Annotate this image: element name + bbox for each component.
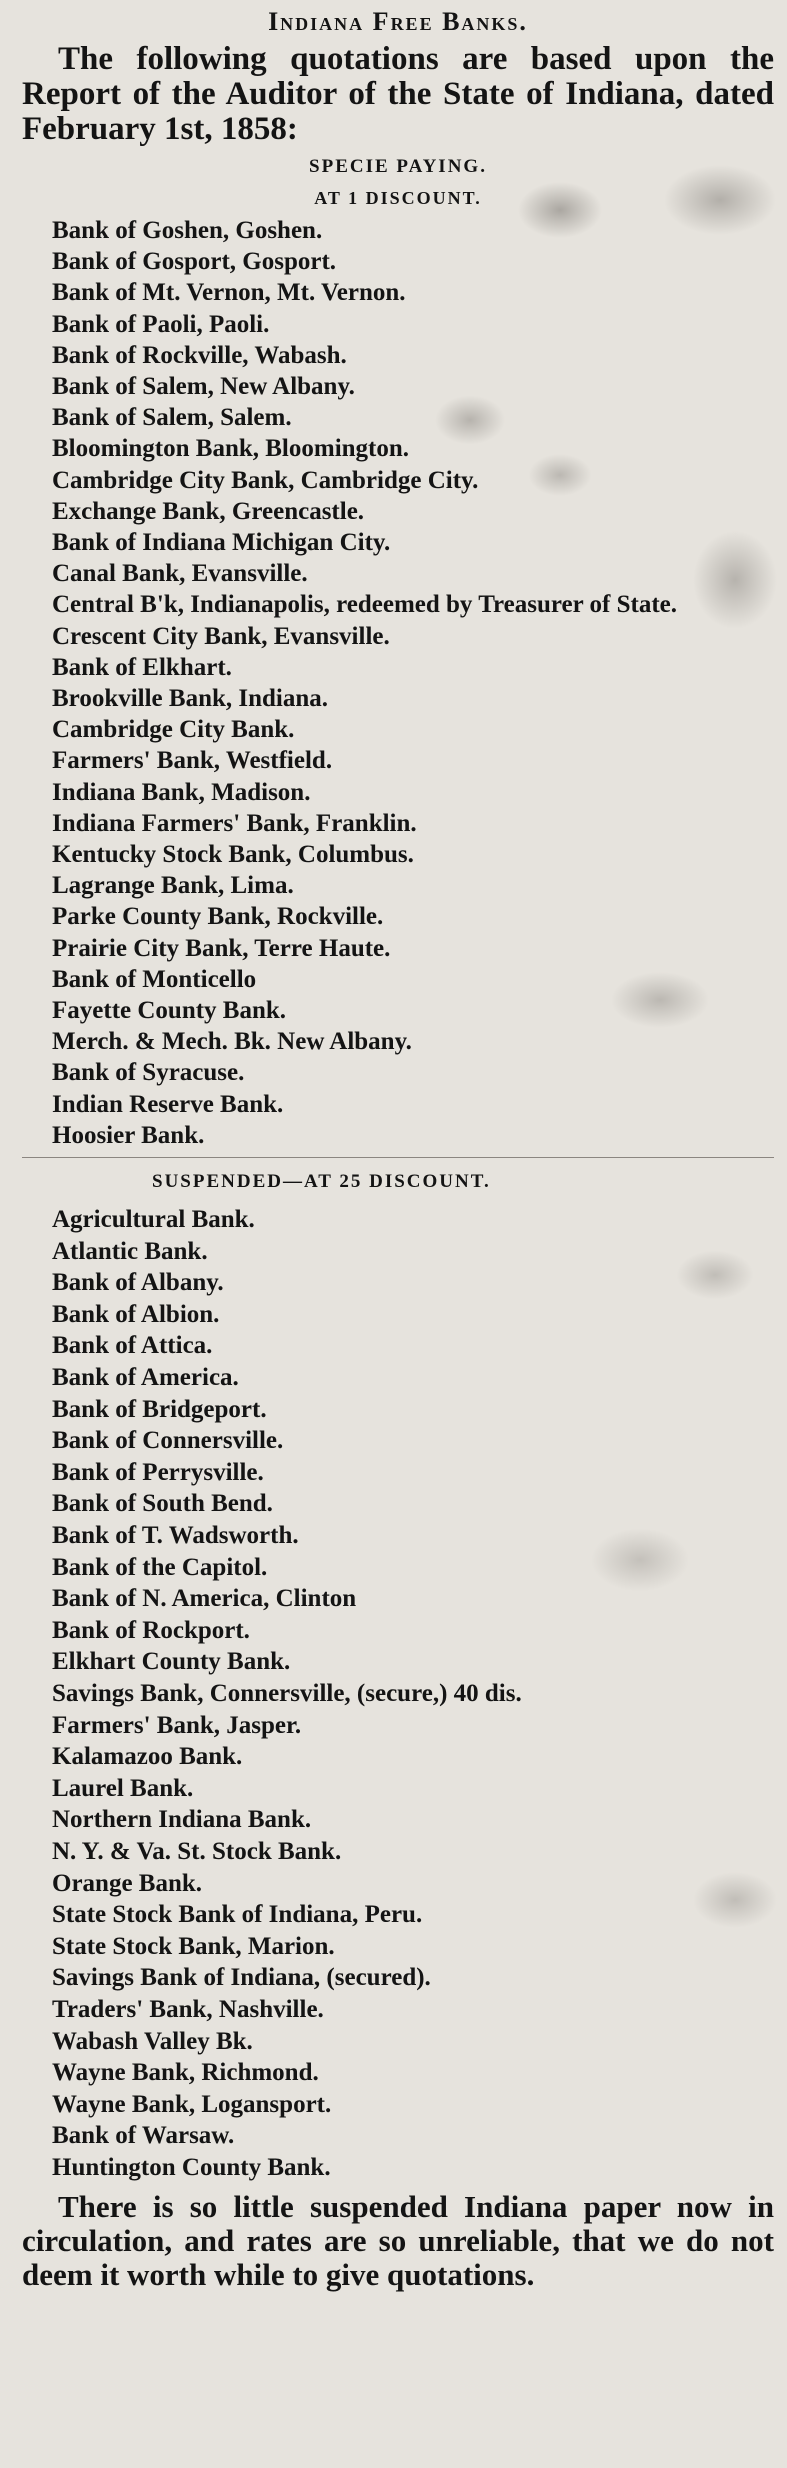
bank-list-item: Indiana Farmers' Bank, Franklin. [52,809,417,837]
bank-list-item: Indian Reserve Bank. [52,1090,284,1118]
bank-list-item: Crescent City Bank, Evansville. [52,622,390,650]
bank-list-item: Bank of Syracuse. [52,1059,245,1087]
closing-paragraph: There is so little suspended Indiana paper now in circulation, and rates are so unreliable, that we do not deem it worth while to give quotations. [22,2188,774,2292]
bank-list-item: Indiana Bank, Madison. [52,778,311,806]
bank-list-item: Kalamazoo Bank. [52,1743,243,1771]
bank-list-item: Bank of Albany. [52,1269,224,1297]
bank-list-item: Huntington County Bank. [52,2153,331,2181]
bank-list-item: Wayne Bank, Logansport. [52,2090,332,2118]
bank-list-item: Prairie City Bank, Terre Haute. [52,934,391,962]
suspended-bank-list [22,1204,774,2183]
bank-list-item: Exchange Bank, Greencastle. [52,497,365,525]
bank-list-item: Cambridge City Bank. [52,716,295,744]
bank-list-item: Parke County Bank, Rockville. [52,903,384,931]
bank-list-item: Bank of Rockport. [52,1616,250,1644]
bank-list-item: Bank of America. [52,1364,239,1392]
bank-list-item: Farmers' Bank, Westfield. [52,747,333,775]
bank-list-item: Bank of Albion. [52,1300,220,1328]
bank-list-item: Northern Indiana Bank. [52,1806,312,1834]
bank-list-item: Atlantic Bank. [52,1237,208,1265]
article-column [22,6,774,2292]
bank-list-item: Bank of T. Wadsworth. [52,1522,299,1550]
bank-list-item: Laurel Bank. [52,1774,194,1802]
bank-list-item: Bank of Indiana Michigan City. [52,529,391,557]
bank-list-item: Brookville Bank, Indiana. [52,685,329,713]
bank-list-item: Merch. & Mech. Bk. New Albany. [52,1028,412,1056]
specie-bank-list [22,215,774,1151]
bank-list-item: Bank of Paoli, Paoli. [52,310,270,338]
bank-list-item: Bank of Bridgeport. [52,1395,267,1423]
bank-list-item: Bank of Mt. Vernon, Mt. Vernon. [52,279,406,307]
bank-list-item: Bank of Perrysville. [52,1458,264,1486]
article-intro: The following quotations are based upon the Report of the Auditor of the State of Indiana, dated February 1st, 1858: [22,41,774,147]
section-divider [22,1157,774,1158]
bank-list-item: Bank of Attica. [52,1332,213,1360]
bank-list-item: Savings Bank of Indiana, (secured). [52,1964,431,1992]
bank-list-item: Hoosier Bank. [52,1121,205,1149]
bank-list-item: State Stock Bank, Marion. [52,1932,335,1960]
bank-list-item: Bank of South Bend. [52,1490,273,1518]
bank-list-item: Lagrange Bank, Lima. [52,872,294,900]
bank-list-item: Savings Bank, Connersville, (secure,) 40 dis. [52,1680,522,1707]
bank-list-item: Central B'k, Indianapolis, redeemed by Treasurer of State. [52,591,678,619]
bank-list-item: Bank of Elkhart. [52,653,232,681]
bank-list-item: Orange Bank. [52,1869,203,1897]
bank-list-item: Bank of Monticello [52,965,257,993]
bank-list-item: Bloomington Bank, Bloomington. [52,435,410,463]
bank-list-item: Elkhart County Bank. [52,1648,291,1676]
specie-discount-subheading: AT 1 DISCOUNT. [314,188,482,208]
bank-list-item: Canal Bank, Evansville. [52,560,308,588]
bank-list-item: Farmers' Bank, Jasper. [52,1711,302,1739]
bank-list-item: Wabash Valley Bk. [52,2027,253,2055]
bank-list-item: Bank of Salem, New Albany. [52,373,355,401]
bank-list-item: Bank of Salem, Salem. [52,404,292,432]
bank-list-item: Bank of Rockville, Wabash. [52,341,347,369]
bank-list-item: Fayette County Bank. [52,997,287,1025]
bank-list-item: Bank of Goshen, Goshen. [52,217,323,244]
suspended-heading: SUSPENDED—AT 25 DISCOUNT. [152,1171,491,1193]
bank-list-item: Traders' Bank, Nashville. [52,1995,324,2023]
bank-list-item: Bank of N. America, Clinton [52,1585,357,1613]
bank-list-item: Cambridge City Bank, Cambridge City. [52,466,479,494]
bank-list-item: Bank of Connersville. [52,1427,284,1455]
bank-list-item: Agricultural Bank. [52,1206,255,1234]
bank-list-item: Wayne Bank, Richmond. [52,2059,319,2087]
bank-list-item: Bank of Warsaw. [52,2122,235,2150]
bank-list-item: Bank of Gosport, Gosport. [52,248,337,276]
bank-list-item: Bank of the Capitol. [52,1553,268,1581]
bank-list-item: Kentucky Stock Bank, Columbus. [52,841,414,869]
specie-paying-heading: SPECIE PAYING. [309,156,487,177]
article-title: Indiana Free Banks. [268,7,528,36]
bank-list-item: N. Y. & Va. St. Stock Bank. [52,1837,342,1865]
bank-list-item: State Stock Bank of Indiana, Peru. [52,1901,423,1929]
